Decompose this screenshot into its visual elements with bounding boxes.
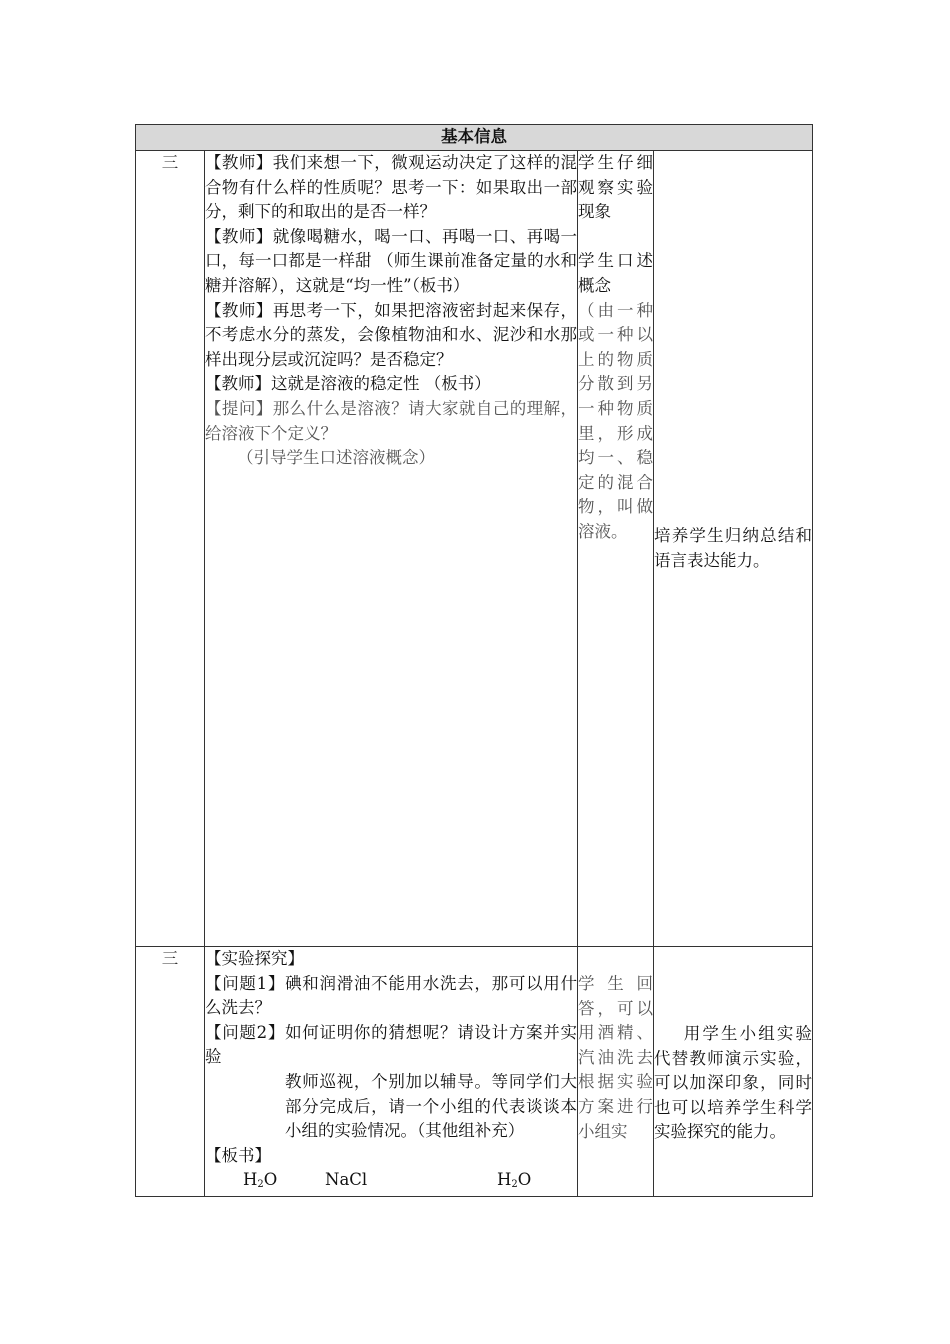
formula-water: $H_2O$ (243, 1170, 278, 1191)
content-paragraph: 教师巡视，个别加以辅导。等同学们大部分完成后，请一个小组的代表谈谈本小组的实验情况。（其他组补充） (285, 1071, 577, 1141)
teaching-content (205, 947, 578, 1197)
content-paragraph: 【教师】这就是溶液的稳定性 （板书） (205, 374, 491, 394)
content-paragraph: 【教师】我们来想一下，微观运动决定了这样的混合物有什么样的性质呢？思考一下：如果取出一部分，剩下的和取出的是否一样？ (205, 153, 577, 222)
content-paragraph: 【板书】 (205, 1145, 271, 1165)
content-paragraph: 【问题2】如何证明你的猜想呢？请设计方案并实验 (205, 1022, 577, 1067)
question-paragraph: 【提问】那么什么是溶液？请大家就自己的理解，给溶液下个定义？ (205, 398, 577, 443)
teaching-content (205, 151, 578, 947)
design-purpose (654, 151, 813, 947)
student-text: 学生仔细观察实验现象 (578, 153, 653, 222)
student-activity (578, 151, 654, 947)
content-paragraph: 【实验探究】 (205, 949, 304, 968)
purpose-text: 培养学生归纳总结和语言表达能力。 (654, 525, 812, 570)
content-paragraph: 【教师】就像喝糖水，喝一口、再喝一口、再喝一口，每一口都是一样甜 （师生课前准备定量的水和糖并溶解），这就是“均一性”（板书） (205, 226, 577, 295)
formula-nacl: NaCl (325, 1170, 368, 1190)
guide-note: （引导学生口述溶液概念） (237, 448, 435, 468)
lesson-plan-table (135, 124, 813, 1197)
design-purpose (654, 947, 813, 1197)
student-activity (578, 947, 654, 1197)
student-text: 学生口述概念 (578, 251, 653, 295)
content-paragraph: 【问题1】碘和润滑油不能用水洗去，那可以用什么洗去？ (205, 973, 577, 1018)
purpose-text: 用学生小组实验代替教师演示实验，可以加深印象，同时也可以培养学生科学实验探究的能力。 (654, 1024, 812, 1142)
student-definition: （由一种或一种以上的物质分散到另一种物质里，形成均一、稳定的混合物，叫做溶液。 (578, 300, 653, 541)
section-number: 三 (136, 947, 205, 1197)
formula-water: $H_2O$ (497, 1170, 532, 1191)
table-row (136, 151, 813, 947)
table-row (136, 947, 813, 1197)
content-paragraph: 【教师】再思考一下，如果把溶液密封起来保存，不考虑水分的蒸发，会像植物油和水、泥沙和水那样出现分层或沉淀吗？是否稳定？ (205, 300, 577, 369)
board-formula (205, 1168, 577, 1192)
student-text: 学生回答，可以用酒精、汽油洗去根据实验方案进行小组实 (578, 974, 653, 1141)
section-number: 三 (136, 151, 205, 947)
table-header: 基本信息 (136, 125, 813, 151)
